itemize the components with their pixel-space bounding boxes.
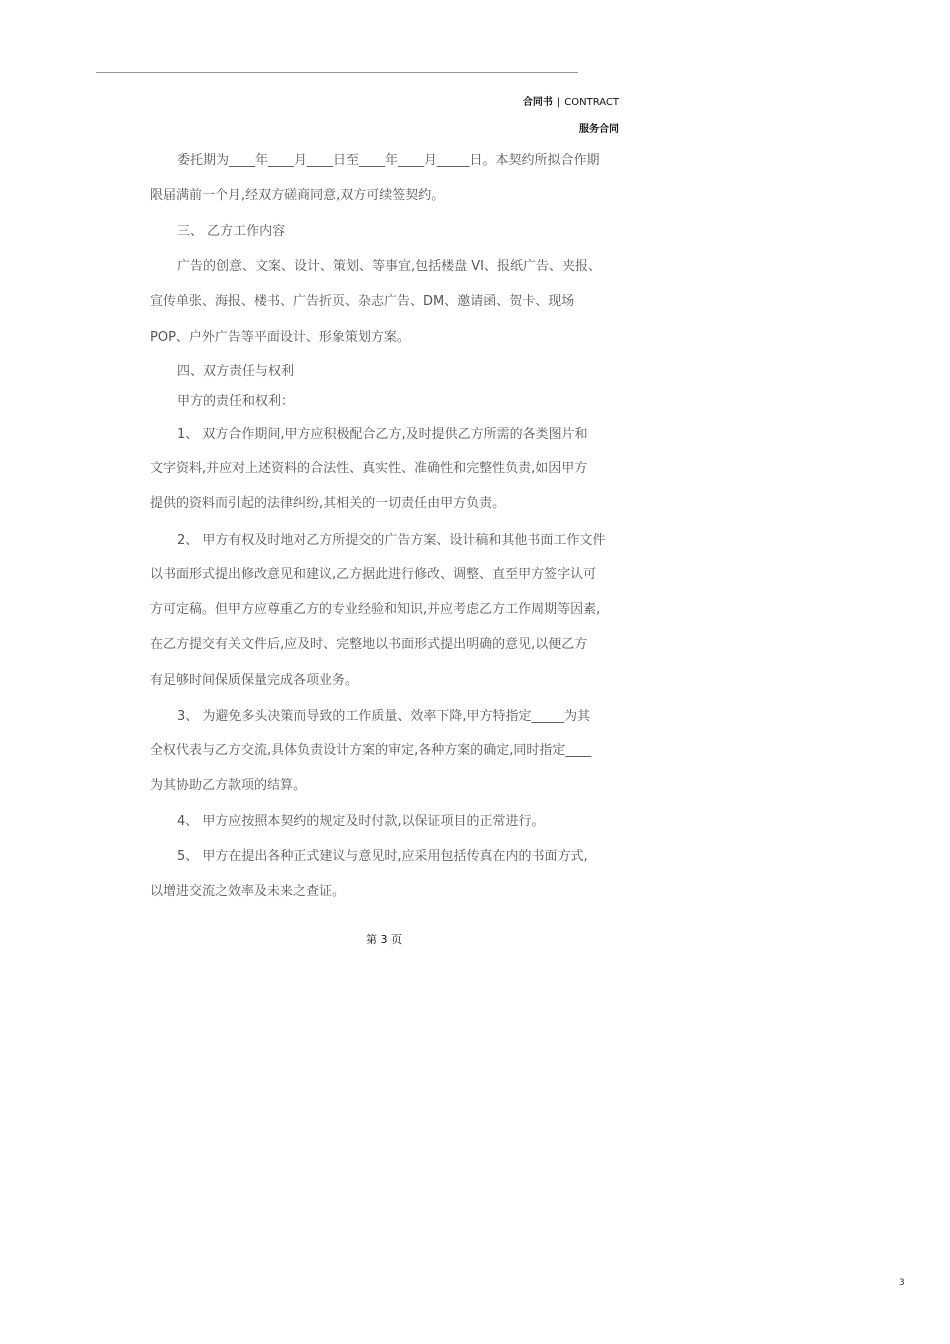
clause-4-line: 4、 甲方应按照本契约的规定及时付款,以保证项目的正常进行。	[177, 814, 545, 829]
clause-2-line: 在乙方提交有关文件后,应及时、完整地以书面形式提出明确的意见,以便乙方	[150, 637, 588, 652]
clause-2-line: 2、 甲方有权及时地对乙方所提交的广告方案、设计稿和其他书面工作文件	[177, 533, 606, 548]
section-heading: 三、 乙方工作内容	[177, 224, 286, 239]
body-line: 委托期为____年____月____日至____年____月_____日。本契约所拟合作期	[177, 153, 600, 168]
page-number-label: 第 3 页	[366, 933, 402, 946]
clause-3-line: 全权代表与乙方交流,具体负责设计方案的审定,各种方案的确定,同时指定____	[150, 743, 592, 758]
corner-page-number: 3	[899, 1278, 905, 1288]
clause-5-line: 以增进交流之效率及未来之查证。	[150, 884, 346, 899]
header-subtitle: 服务合同	[579, 124, 619, 135]
header-separator: |	[556, 97, 561, 108]
clause-1-line: 提供的资料而引起的法律纠纷,其相关的一切责任由甲方负责。	[150, 496, 506, 511]
header-title	[523, 93, 619, 108]
header-rule	[96, 72, 578, 73]
clause-3-line: 为其协助乙方款项的结算。	[150, 778, 307, 793]
header-title-cn: 合同书	[522, 97, 553, 108]
clause-2-line: 有足够时间保质保量完成各项业务。	[150, 673, 359, 688]
clause-2-line: 方可定稿。但甲方应尊重乙方的专业经验和知识,并应考虑乙方工作周期等因素,	[150, 602, 601, 617]
body-line: 宣传单张、海报、楼书、广告折页、杂志广告、DM、邀请函、贺卡、现场	[150, 294, 575, 309]
body-line: 广告的创意、文案、设计、策划、等事宜,包括楼盘 VI、报纸广告、夹报、	[177, 259, 601, 274]
clause-3-line: 3、 为避免多头决策而导致的工作质量、效率下降,甲方特指定_____为其	[177, 709, 591, 724]
section-heading: 四、双方责任与权利	[177, 364, 295, 379]
header-title-en: CONTRACT	[564, 97, 619, 108]
clause-1-line: 文字资料,并应对上述资料的合法性、真实性、准确性和完整性负责,如因甲方	[150, 461, 588, 476]
subsection-heading: 甲方的责任和权利：	[177, 394, 295, 409]
clause-2-line: 以书面形式提出修改意见和建议,乙方据此进行修改、调整、直至甲方签字认可	[150, 567, 597, 582]
clause-1-line: 1、 双方合作期间,甲方应积极配合乙方,及时提供乙方所需的各类图片和	[177, 427, 588, 442]
clause-5-line: 5、 甲方在提出各种正式建议与意见时,应采用包括传真在内的书面方式,	[177, 849, 588, 864]
body-line: 限届满前一个月,经双方磋商同意,双方可续签契约。	[150, 188, 445, 203]
body-line: POP、户外广告等平面设计、形象策划方案。	[150, 330, 410, 345]
